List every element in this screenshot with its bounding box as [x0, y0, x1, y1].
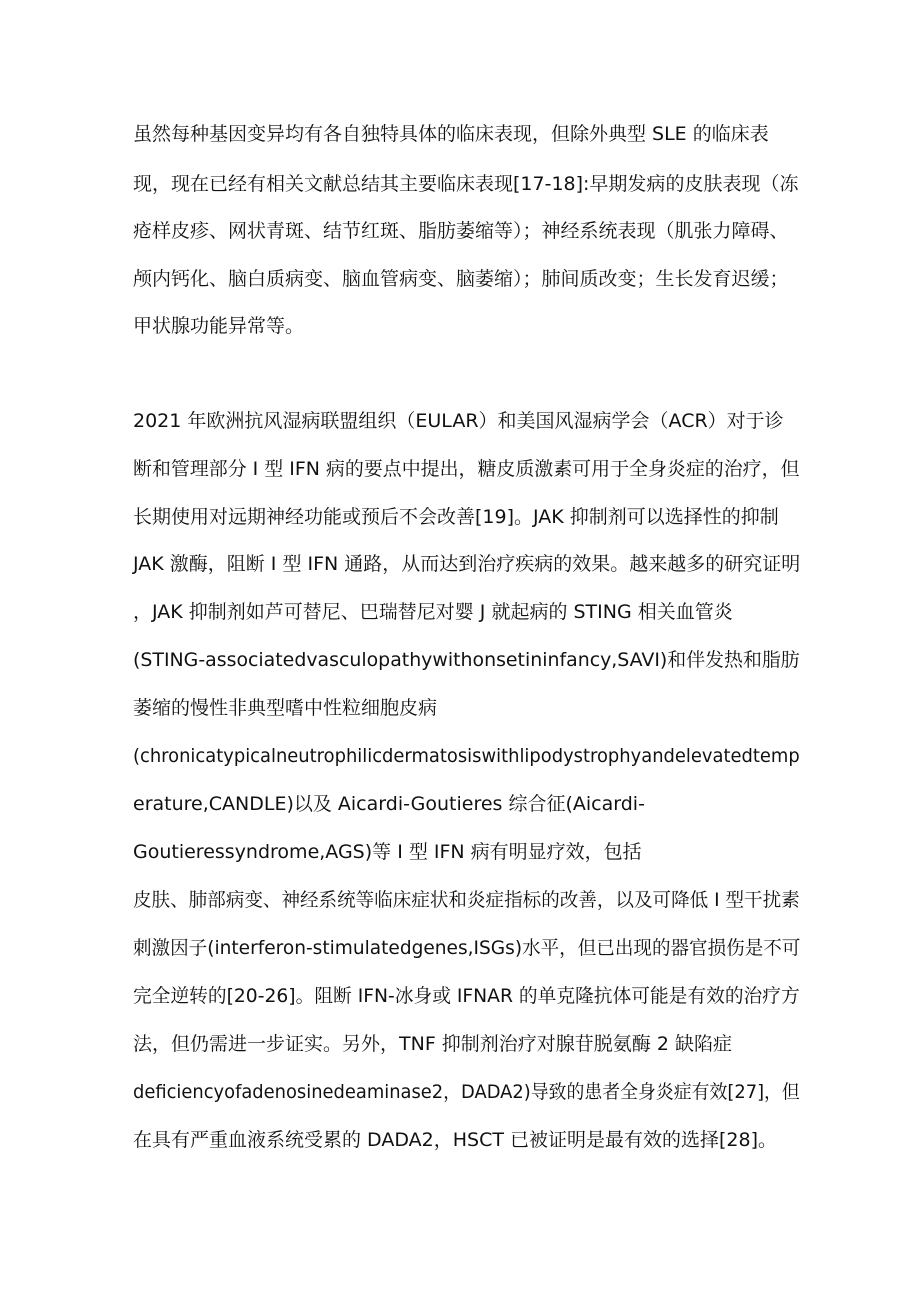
- paragraph-2-line-14: 法，但仍需进一步证实。另外，TNF 抑制剂治疗对腺苷脱氨酶 2 缺陷症: [133, 1033, 732, 1055]
- paragraph-2-line-9: erature,CANDLE)以及 Aicardi-Goutieres 综合征(Aicardi-: [133, 793, 645, 815]
- paragraph-2-line-3: 长期使用对远期神经功能或预后不会改善[19]。JAK 抑制剂可以选择性的抑制: [133, 506, 779, 528]
- paragraph-2-line-13: 完全逆转的[20-26]。阻断 IFN-冰身或 IFNAR 的单克隆抗体可能是有效的治疗方: [133, 985, 800, 1007]
- paragraph-2-line-2: 断和管理部分 I 型 IFN 病的要点中提出，糖皮质激素可用于全身炎症的治疗，但: [133, 458, 800, 480]
- paragraph-1-line-1: 虽然每种基因变异均有各自独特具体的临床表现，但除外典型 SLE 的临床表: [133, 123, 769, 145]
- paragraph-2-line-1: 2021 年欧洲抗风湿病联盟组织（EULAR）和美国风湿病学会（ACR）对于诊: [133, 410, 784, 432]
- paragraph-2-line-4: JAK 激酶，阻断 I 型 IFN 通路，从而达到治疗疾病的效果。越来越多的研究证明: [133, 553, 801, 575]
- paragraph-2-line-11: 皮肤、肺部病变、神经系统等临床症状和炎症指标的改善，以及可降低 I 型干扰素: [133, 889, 800, 911]
- paragraph-2-line-15: deficiencyofadenosinedeaminase2，DADA2)导致的患者全身炎症有效[27]，但: [133, 1081, 800, 1103]
- paragraph-2-line-6: (STING-associatedvasculopathywithonsetininfancy,SAVI)和伴发热和脂肪: [133, 649, 800, 671]
- paragraph-1-line-3: 疮样皮疹、网状青斑、结节红斑、脂肪萎缩等）；神经系统表现（肌张力障碍、: [133, 220, 789, 242]
- paragraph-2-line-8: (chronicatypicalneutrophilicdermatosiswithlipodystrophyandelevatedtemp: [133, 745, 800, 767]
- paragraph-1-line-5: 甲状腺功能异常等。: [133, 315, 305, 337]
- paragraph-1-line-2: 现，现在已经有相关文献总结其主要临床表现[17-18]:早期发病的皮肤表现（冻: [133, 173, 799, 195]
- paragraph-2-line-12: 刺激因子(interferon-stimulatedgenes,ISGs)水平，但已出现的器官损伤是不可: [133, 937, 801, 959]
- paragraph-2-line-16: 在具有严重血液系统受累的 DADA2，HSCT 已被证明是最有效的选择[28]。: [133, 1129, 777, 1151]
- paragraph-2-line-7: 萎缩的慢性非典型嗜中性粒细胞皮病: [133, 697, 438, 719]
- paragraph-1-line-4: 颅内钙化、脑白质病变、脑血管病变、脑萎缩）；肺间质改变；生长发育迟缓；: [133, 268, 789, 290]
- paragraph-2-line-5: ，JAK 抑制剂如芦可替尼、巴瑞替尼对婴 J 就起病的 STING 相关血管炎: [133, 601, 733, 623]
- paragraph-2-line-10: Goutieressyndrome,AGS)等 I 型 IFN 病有明显疗效，包括: [133, 841, 642, 863]
